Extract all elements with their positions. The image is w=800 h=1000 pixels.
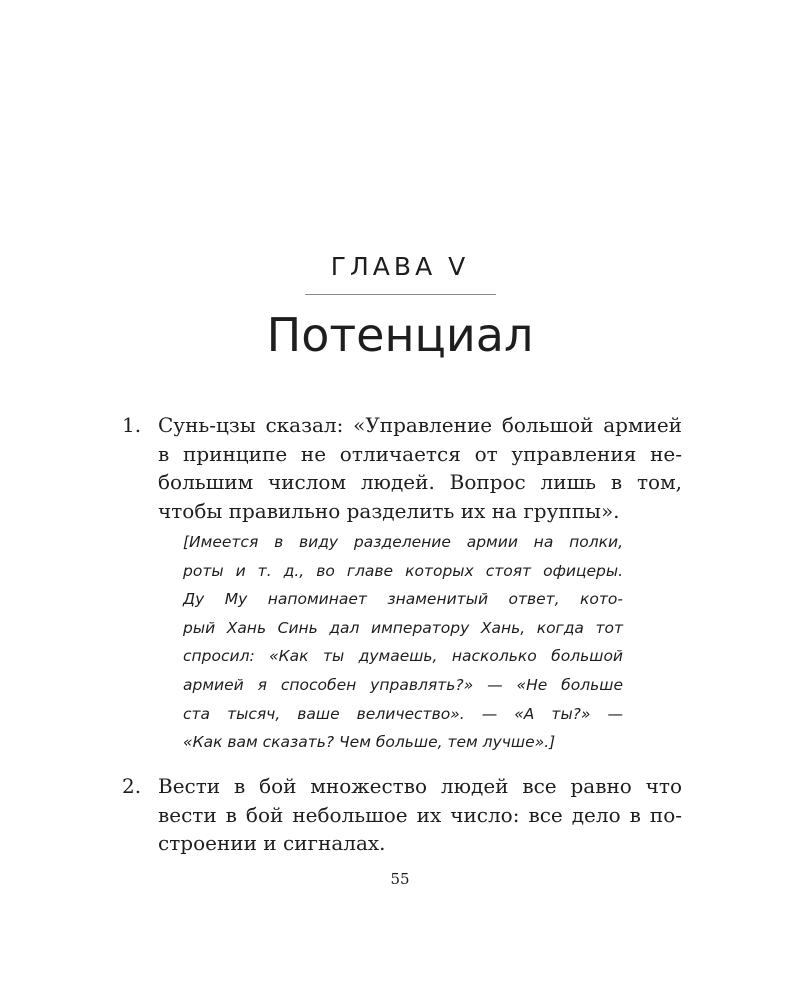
paragraph-number: 1. xyxy=(122,413,142,437)
commentary-line: рый Хань Синь дал императору Хань, когда тот xyxy=(183,618,623,637)
commentary-line: армией я способен управлять?» — «Не больше xyxy=(183,675,623,694)
chapter-divider xyxy=(305,294,496,295)
commentary-line: спросил: «Как ты думаешь, насколько большой xyxy=(183,647,623,666)
chapter-title: Потенциал xyxy=(266,308,534,362)
commentary-line: роты и т. д., во главе которых стоят офицеры. xyxy=(183,561,623,580)
paragraph-line: чтобы правильно разделить их на группы». xyxy=(158,499,620,524)
commentary-line: [Имеется в виду разделение армии на полки, xyxy=(183,533,623,551)
page-number: 55 xyxy=(390,870,410,888)
chapter-label: ГЛАВА V xyxy=(330,252,470,281)
commentary-line: «Как вам сказать? Чем больше, тем лучше».] xyxy=(183,733,556,752)
paragraph-1 xyxy=(122,411,682,526)
paragraph-number: 2. xyxy=(122,774,142,798)
commentary-block xyxy=(183,528,623,757)
paragraph-2 xyxy=(122,772,682,858)
commentary-line: Ду Му напоминает знаменитый ответ, кото- xyxy=(183,590,623,609)
paragraph-line: Сунь-цзы сказал: «Управление большой армией xyxy=(158,413,682,437)
paragraph-line: большим числом людей. Вопрос лишь в том, xyxy=(158,470,682,495)
paragraph-line: строении и сигналах. xyxy=(158,831,386,856)
commentary-line: ста тысяч, ваше величество». — «А ты?» — xyxy=(183,704,623,723)
paragraph-line: в принципе не отличается от управления не- xyxy=(158,441,682,466)
paragraph-line: вести в бой небольшое их число: все дело в по- xyxy=(158,802,682,827)
paragraph-line: Вести в бой множество людей все равно что xyxy=(158,774,682,798)
